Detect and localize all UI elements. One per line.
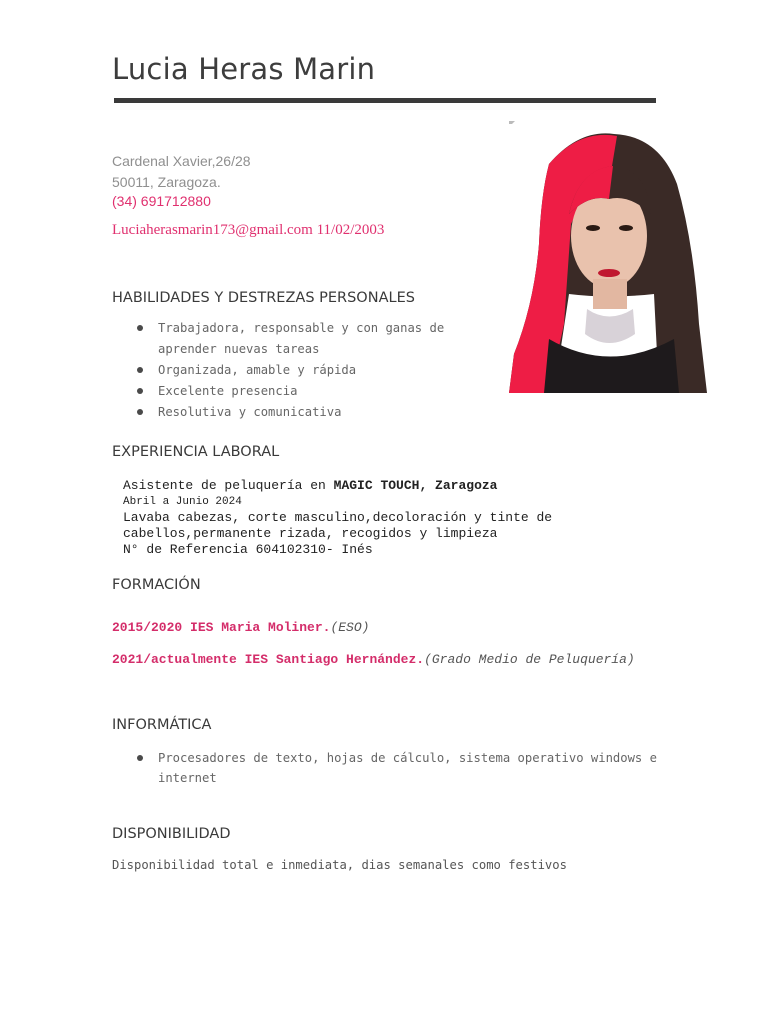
availability-heading: DISPONIBILIDAD (112, 826, 231, 842)
skills-list (112, 318, 482, 423)
skills-heading: HABILIDADES Y DESTREZAS PERSONALES (112, 290, 415, 306)
job-reference: N° de Referencia 604102310- Inés (123, 542, 373, 557)
list-item: Excelente presencia (112, 381, 482, 402)
job-dates: Abril a Junio 2024 (123, 496, 242, 508)
job-title: Asistente de peluquería en MAGIC TOUCH, Zaragoza (123, 478, 498, 493)
bullet-icon (137, 755, 143, 761)
it-heading: INFORMÁTICA (112, 717, 212, 733)
job-company: MAGIC TOUCH, Zaragoza (333, 478, 498, 493)
education-item: 2021/actualmente IES Santiago Hernández.(Grado Medio de Peluquería) (112, 652, 635, 667)
email-birthdate[interactable]: Luciaherasmarin173@gmail.com 11/02/2003 (112, 222, 385, 238)
phone-number: (34) 691712880 (112, 193, 211, 209)
list-item: Organizada, amable y rápida (112, 360, 482, 381)
experience-heading: EXPERIENCIA LABORAL (112, 444, 280, 460)
education-item: 2015/2020 IES Maria Moliner.(ESO) (112, 620, 370, 635)
education-heading: FORMACIÓN (112, 577, 201, 593)
list-item: Resolutiva y comunicativa (112, 402, 482, 423)
it-list (112, 748, 672, 788)
bullet-icon (137, 367, 143, 373)
job-description-1: Lavaba cabezas, corte masculino,decoloración y tinte de (123, 510, 553, 525)
job-entry (123, 478, 552, 558)
bullet-icon (137, 409, 143, 415)
profile-photo (509, 124, 709, 393)
list-item: Trabajadora, responsable y con ganas de aprender nuevas tareas (112, 318, 482, 360)
job-description-2: cabellos,permanente rizada, recogidos y limpieza (123, 526, 498, 541)
list-item: Procesadores de texto, hojas de cálculo, sistema operativo windows e internet (112, 748, 672, 788)
bullet-icon (137, 388, 143, 394)
address-line-1: Cardenal Xavier,26/28 (112, 153, 251, 169)
address-line-2: 50011, Zaragoza. (112, 174, 221, 190)
availability-text: Disponibilidad total e inmediata, dias semanales como festivos (112, 858, 567, 872)
cv-name: Lucia Heras Marin (112, 52, 376, 86)
bullet-icon (137, 325, 143, 331)
title-rule (114, 98, 656, 103)
